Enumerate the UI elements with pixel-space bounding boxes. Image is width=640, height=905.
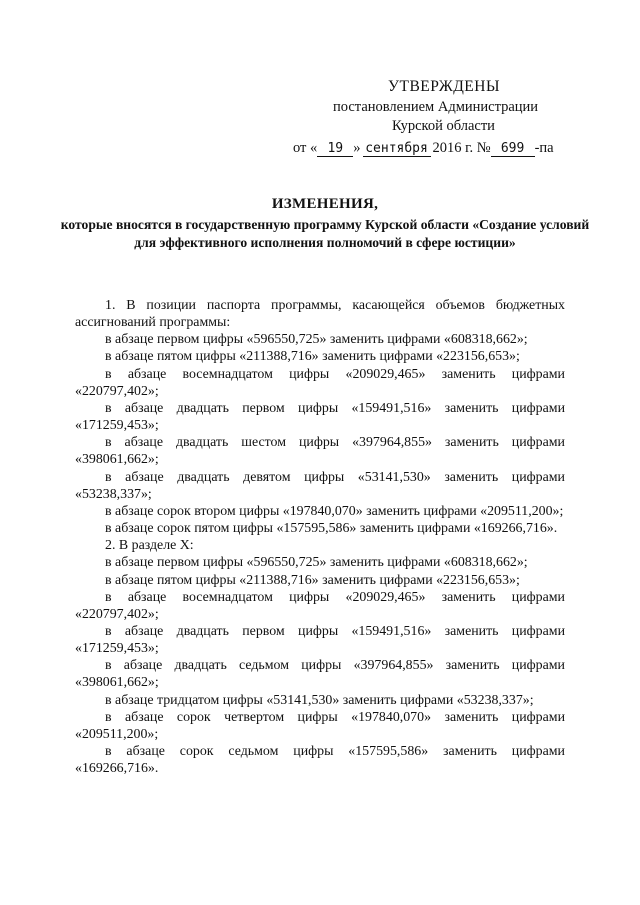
paragraph-11: в абзаце первом цифры «596550,725» заменить цифрами «608318,662»; [105, 555, 528, 571]
date-year: 2016 г. № [432, 140, 491, 156]
paragraph-17: в абзаце сорок четвертом цифры «197840,070» заменить цифрами «209511,200»; [75, 709, 565, 742]
paragraph-16: в абзаце тридцатом цифры «53141,530» заменить цифрами «53238,337»; [105, 692, 534, 708]
paragraph-15: в абзаце двадцать седьмом цифры «397964,855» заменить цифрами «398061,662»; [75, 658, 565, 691]
decree-number-suffix: -па [534, 140, 554, 156]
date-prefix: от « [293, 140, 318, 156]
paragraph-18: в абзаце сорок седьмом цифры «157595,586» заменить цифрами «169266,716». [75, 744, 565, 777]
paragraph-7: в абзаце двадцать девятом цифры «53141,530» заменить цифрами «53238,337»; [75, 469, 565, 502]
paragraph-1: 1. В позиции паспорта программы, касающейся объемов бюджетных ассигнований программы: [75, 298, 565, 331]
approval-title: УТВЕРЖДЕНЫ [388, 78, 500, 95]
approval-line-1: постановлением Администрации [333, 99, 539, 115]
paragraph-13: в абзаце восемнадцатом цифры «209029,465» заменить цифрами «220797,402»; [75, 589, 565, 622]
paragraph-4: в абзаце восемнадцатом цифры «209029,465» заменить цифрами «220797,402»; [75, 366, 565, 399]
paragraph-3: в абзаце пятом цифры «211388,716» заменить цифрами «223156,653»; [105, 349, 520, 365]
decree-number: 699 [491, 142, 535, 157]
date-day: 19 [317, 142, 353, 157]
paragraph-12: в абзаце пятом цифры «211388,716» заменить цифрами «223156,653»; [105, 572, 520, 588]
document-body [75, 297, 565, 777]
date-mid: » [353, 140, 361, 156]
approval-line-2: Курской области [392, 118, 495, 134]
paragraph-10: 2. В разделе X: [105, 538, 194, 554]
paragraph-14: в абзаце двадцать первом цифры «159491,516» заменить цифрами «171259,453»; [75, 623, 565, 657]
heading-title: ИЗМЕНЕНИЯ, [271, 196, 379, 212]
approval-date-row [293, 140, 554, 157]
paragraph-6: в абзаце двадцать шестом цифры «397964,855» заменить цифрами «398061,662»; [75, 435, 565, 468]
heading-subtitle: которые вносятся в государственную программу Курской области «Создание условий для эффективного исполнения полномочий в сфере юстиции» [60, 217, 590, 250]
paragraph-9: в абзаце сорок пятом цифры «157595,586» заменить цифрами «169266,716». [105, 521, 558, 537]
paragraph-5: в абзаце двадцать первом цифры «159491,516» заменить цифрами «171259,453»; [75, 400, 565, 434]
document-heading [60, 196, 590, 252]
paragraph-2: в абзаце первом цифры «596550,725» заменить цифрами «608318,662»; [105, 332, 528, 348]
paragraph-8: в абзаце сорок втором цифры «197840,070» заменить цифрами «209511,200»; [105, 503, 564, 519]
date-month: сентября [363, 142, 431, 157]
